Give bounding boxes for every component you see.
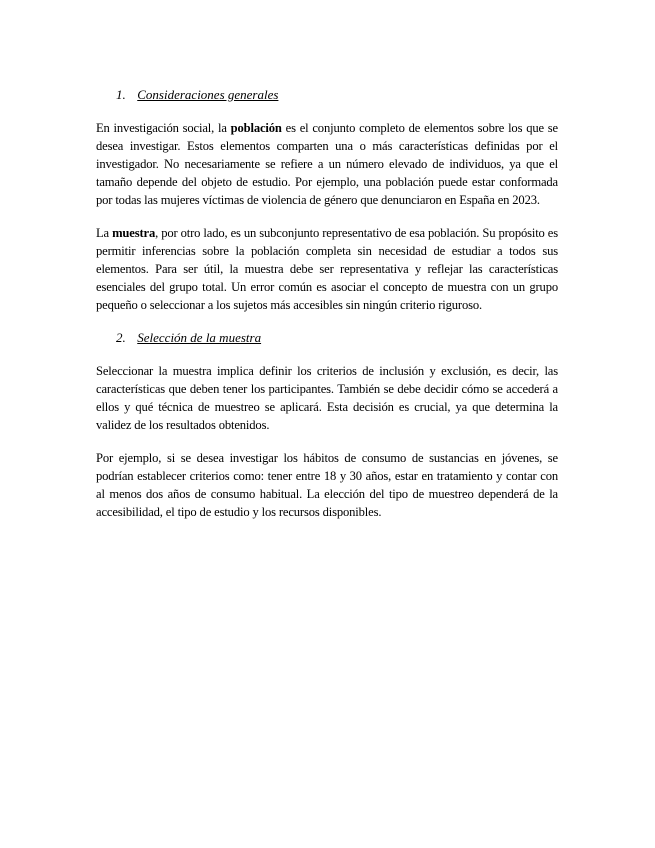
text-run: La	[96, 226, 113, 240]
paragraph-poblacion	[96, 119, 558, 209]
text-run: En investigación social, la	[96, 121, 231, 135]
section-number: 1.	[116, 87, 126, 102]
bold-term-muestra: muestra	[112, 226, 156, 240]
paragraph-seleccion: Seleccionar la muestra implica definir los criterios de inclusión y exclusión, es decir, las características que deben tener los participantes. También se debe decidir cómo se accederá a ellos y qué técnica de muestreo se aplicará. Esta decisión es crucial, ya que determina la validez de los resultados obtenidos.	[96, 364, 558, 432]
text-run: es el conjunto completo de elementos sobre los que se desea investigar. Estos elementos comparten una o más características definidas por el investigador. No necesariamente se refiere a un número elevado de individuos, ya que el tamaño depende del objeto de estudio. Por ejemplo, una población puede estar conformada por todas las mujeres víctimas de violencia de género que denunciaron en España en 2023.	[96, 121, 558, 207]
document-page	[96, 86, 558, 536]
section-number: 2.	[116, 330, 126, 345]
text-run: , por otro lado, es un subconjunto representativo de esa población. Su propósito es permitir inferencias sobre la población completa sin necesidad de estudiar a todos sus elementos. Para ser útil, la muestra debe ser representativa y reflejar las características esenciales del grupo total. Un error común es asociar el concepto de muestra con un grupo pequeño o seleccionar a los sujetos más accesibles sin ningún criterio riguroso.	[96, 226, 558, 312]
section-heading-2	[96, 329, 558, 347]
section-heading-1	[96, 86, 558, 104]
paragraph-muestra	[96, 224, 558, 314]
section-title: Consideraciones generales	[137, 87, 279, 102]
bold-term-poblacion: población	[230, 121, 282, 135]
paragraph-ejemplo: Por ejemplo, si se desea investigar los hábitos de consumo de sustancias en jóvenes, se podrían establecer criterios como: tener entre 18 y 30 años, estar en tratamiento y contar con al menos dos años de consumo habitual. La elección del tipo de muestreo dependerá de la accesibilidad, el tipo de estudio y los recursos disponibles.	[96, 451, 558, 519]
section-title: Selección de la muestra	[137, 330, 262, 345]
